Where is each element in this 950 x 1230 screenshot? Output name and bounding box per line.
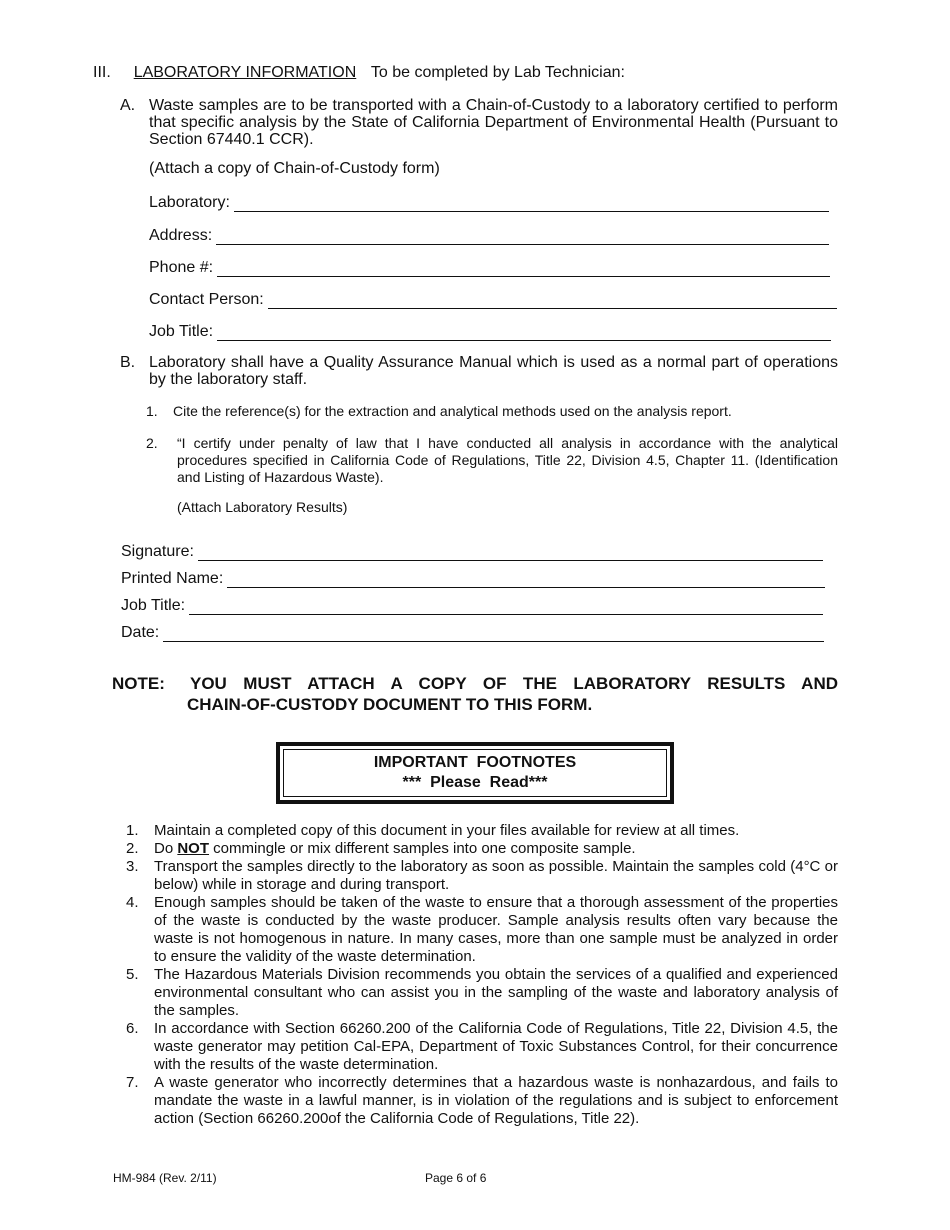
page-number: Page 6 of 6 [425,1171,487,1185]
item-b2-text: “I certify under penalty of law that I have conducted all analysis in accordance with the analytical procedures specified in California Code of Regulations, Title 22, Division 4.5, Chapter 11. (Identification and Listing of Hazardous Waste). [177,435,838,485]
note-line2: CHAIN-OF-CUSTODY DOCUMENT TO THIS FORM. [187,695,593,714]
phone-label: Phone #: [149,259,214,276]
footnotes-title: IMPORTANT FOOTNOTES [373,754,577,771]
footnote-text: Do NOT commingle or mix different samples into one composite sample. [154,840,636,857]
footnote-text: In accordance with Section 66260.200 of the California Code of Regulations, Title 22, Division 4.5, the waste generator may petition Cal-EPA, Department of Toxic Substances Control, for their concurrence with the results of the waste determination. [154,1020,838,1073]
footnotes-box [276,742,674,804]
footnote-num: 4. [126,894,139,911]
item-b1-text: Cite the reference(s) for the extraction and analytical methods used on the analysis report. [173,403,732,419]
contact-person-field[interactable] [149,287,837,309]
footnote-text: A waste generator who incorrectly determines that a hazardous waste is nonhazardous, and fails to mandate the waste in a lawful manner, is in violation of the regulations and is subject to enforcement action (Section 66260.200of the California Code of Regulations, Title 22). [154,1074,838,1127]
footnote-num: 6. [126,1020,139,1037]
contact-person-line[interactable] [268,290,837,309]
footnote-num: 2. [126,840,139,857]
address-field[interactable] [149,223,829,245]
footnote-item [120,894,838,966]
item-b2-num: 2. [146,435,158,451]
item-b-letter: B. [120,354,136,371]
item-a-attach-note: (Attach a copy of Chain-of-Custody form) [149,160,440,177]
signature-line[interactable] [198,542,823,561]
item-b1-num: 1. [146,403,158,419]
item-b-text: Laboratory shall have a Quality Assurance Manual which is used as a normal part of operations by the laboratory staff. [149,354,838,388]
lab-job-title-label: Job Title: [149,323,214,340]
footnote-num: 7. [126,1074,139,1091]
footnote-text: Enough samples should be taken of the waste to ensure that a thorough assessment of the properties of the waste is conducted by the waste producer. Sample analysis results often vary because the waste is not homogenous in nature. In many cases, more than one sample must be analyzed in order to ensure the validity of the waste determination. [154,894,838,965]
signature-label: Signature: [121,543,194,560]
printed-name-line[interactable] [227,569,825,588]
form-id: HM-984 (Rev. 2/11) [113,1171,217,1185]
footnote-item [120,1020,838,1074]
footnote-item [120,822,838,840]
date-line[interactable] [163,623,824,642]
note-label: NOTE: [112,674,165,693]
signature-field[interactable] [121,539,823,561]
address-line[interactable] [216,226,829,245]
sig-job-title-field[interactable] [121,593,823,615]
contact-person-label: Contact Person: [149,291,264,308]
date-field[interactable] [121,620,824,642]
footnote-item [120,966,838,1020]
phone-field[interactable] [149,255,830,277]
footnote-item [120,840,838,858]
section-subtitle: To be completed by Lab Technician: [370,64,625,81]
laboratory-label: Laboratory: [149,194,230,211]
footnote-item [120,858,838,894]
footnote-num: 5. [126,966,139,983]
phone-line[interactable] [217,258,830,277]
date-label: Date: [121,624,160,641]
footnote-num: 1. [126,822,139,839]
laboratory-line[interactable] [234,193,829,212]
printed-name-field[interactable] [121,566,825,588]
footnote-item [120,1074,838,1128]
item-b-attach-note: (Attach Laboratory Results) [177,499,348,515]
note-line1: YOU MUST ATTACH A COPY OF THE LABORATORY RESULTS AND [190,674,838,693]
printed-name-label: Printed Name: [121,570,224,587]
footnote-text: The Hazardous Materials Division recommends you obtain the services of a qualified and experienced environmental consultant who can assist you in the sampling of the waste and laboratory analysis of the samples. [154,966,838,1019]
footnote-num: 3. [126,858,139,875]
footnote-emphasis: NOT [177,840,210,857]
laboratory-field[interactable] [149,190,829,212]
lab-job-title-line[interactable] [217,322,831,341]
lab-job-title-field[interactable] [149,319,831,341]
item-a-letter: A. [120,97,136,114]
footnotes-subtitle: *** Please Read*** [402,774,548,791]
sig-job-title-label: Job Title: [121,597,186,614]
footnote-text: Transport the samples directly to the laboratory as soon as possible. Maintain the samples cold (4°C or below) while in storage and during transport. [154,858,838,893]
footnote-text: Maintain a completed copy of this document in your files available for review at all times. [154,822,740,839]
address-label: Address: [149,227,213,244]
footnotes-box-inner [283,749,667,797]
item-a-text: Waste samples are to be transported with a Chain-of-Custody to a laboratory certified to perform that specific analysis by the State of California Department of Environmental Health (Pursuant to Section 67440.1 CCR). [149,97,838,148]
section-heading [93,64,625,81]
section-numeral: III. [93,64,111,81]
sig-job-title-line[interactable] [189,596,823,615]
section-title: LABORATORY INFORMATION [133,64,357,81]
